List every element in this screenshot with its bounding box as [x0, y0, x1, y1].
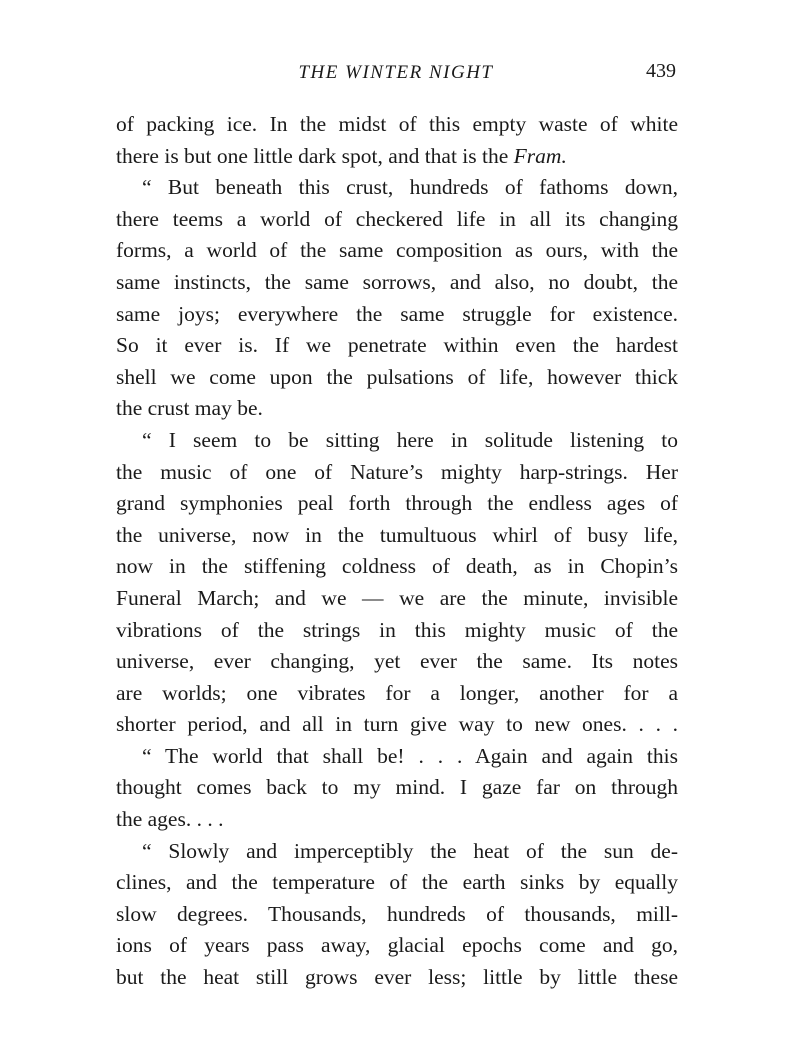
text-line-content: there teems a world of checkered life in all its changing	[116, 206, 678, 231]
text-line-content: shorter period, and all in turn give way to new ones. . . .	[116, 712, 678, 737]
text-line	[116, 741, 678, 773]
text-line	[116, 867, 678, 899]
text-line-content: there is but one little dark spot, and that is the	[116, 143, 514, 168]
text-line	[116, 709, 678, 741]
ship-name-italic: Fram.	[513, 143, 567, 168]
text-line-content: the crust may be.	[116, 396, 263, 421]
text-line-content: the ages. . . .	[116, 807, 224, 832]
text-line-content: the universe, now in the tumultuous whirl of busy life,	[116, 522, 678, 547]
text-line-content: So it ever is. If we penetrate within even the hardest	[116, 333, 678, 358]
text-line-content: same instincts, the same sorrows, and also, no doubt, the	[116, 269, 678, 294]
text-line	[116, 330, 678, 362]
text-line-content: Funeral March; and we — we are the minute, invisible	[116, 585, 678, 610]
text-line	[116, 804, 678, 836]
text-line	[116, 109, 678, 141]
text-line	[116, 457, 678, 489]
text-line	[116, 520, 678, 552]
text-line	[116, 235, 678, 267]
text-line-content: forms, a world of the same composition as ours, with the	[116, 238, 678, 263]
text-line-content: universe, ever changing, yet ever the same. Its notes	[116, 649, 678, 674]
text-line-content: “ The world that shall be! . . . Again and again this	[142, 743, 678, 768]
text-line-content: same joys; everywhere the same struggle for existence.	[116, 301, 678, 326]
text-line	[116, 488, 678, 520]
text-line-content: vibrations of the strings in this mighty music of the	[116, 617, 678, 642]
text-line	[116, 836, 678, 868]
text-line-content: “ I seem to be sitting here in solitude listening to	[142, 427, 678, 452]
text-line	[116, 962, 678, 994]
text-line	[116, 425, 678, 457]
text-line	[116, 583, 678, 615]
running-title: THE WINTER NIGHT	[298, 62, 494, 83]
text-line	[116, 393, 678, 425]
text-line	[116, 615, 678, 647]
text-line	[116, 299, 678, 331]
text-line-content: slow degrees. Thousands, hundreds of thousands, mill-	[116, 901, 678, 926]
text-line	[116, 172, 678, 204]
page-number: 439	[646, 60, 676, 82]
text-line-content: are worlds; one vibrates for a longer, another for a	[116, 680, 678, 705]
text-line-content: the music of one of Nature’s mighty harp-strings. Her	[116, 459, 678, 484]
text-line-content: but the heat still grows ever less; little by little these	[116, 965, 678, 990]
text-line-content: clines, and the temperature of the earth sinks by equally	[116, 870, 678, 895]
text-line-content: now in the stiffening coldness of death, as in Chopin’s	[116, 554, 678, 579]
text-line-content: of packing ice. In the midst of this empty waste of white	[116, 112, 678, 136]
text-line-content: thought comes back to my mind. I gaze far on through	[116, 775, 678, 800]
text-line	[116, 930, 678, 962]
text-line	[116, 551, 678, 583]
text-line	[116, 204, 678, 236]
text-line	[116, 772, 678, 804]
text-line	[116, 678, 678, 710]
text-line-content: shell we come upon the pulsations of life, however thick	[116, 364, 678, 389]
running-head	[116, 60, 676, 90]
text-line-content: “ But beneath this crust, hundreds of fathoms down,	[142, 175, 678, 200]
text-line	[116, 646, 678, 678]
body-text	[116, 109, 678, 994]
text-line	[116, 141, 678, 173]
text-line	[116, 267, 678, 299]
text-line-content: ions of years pass away, glacial epochs come and go,	[116, 933, 678, 958]
text-line	[116, 899, 678, 931]
text-line-content: grand symphonies peal forth through the endless ages of	[116, 491, 678, 516]
text-line-content: “ Slowly and imperceptibly the heat of the sun de-	[142, 838, 678, 863]
text-line	[116, 362, 678, 394]
